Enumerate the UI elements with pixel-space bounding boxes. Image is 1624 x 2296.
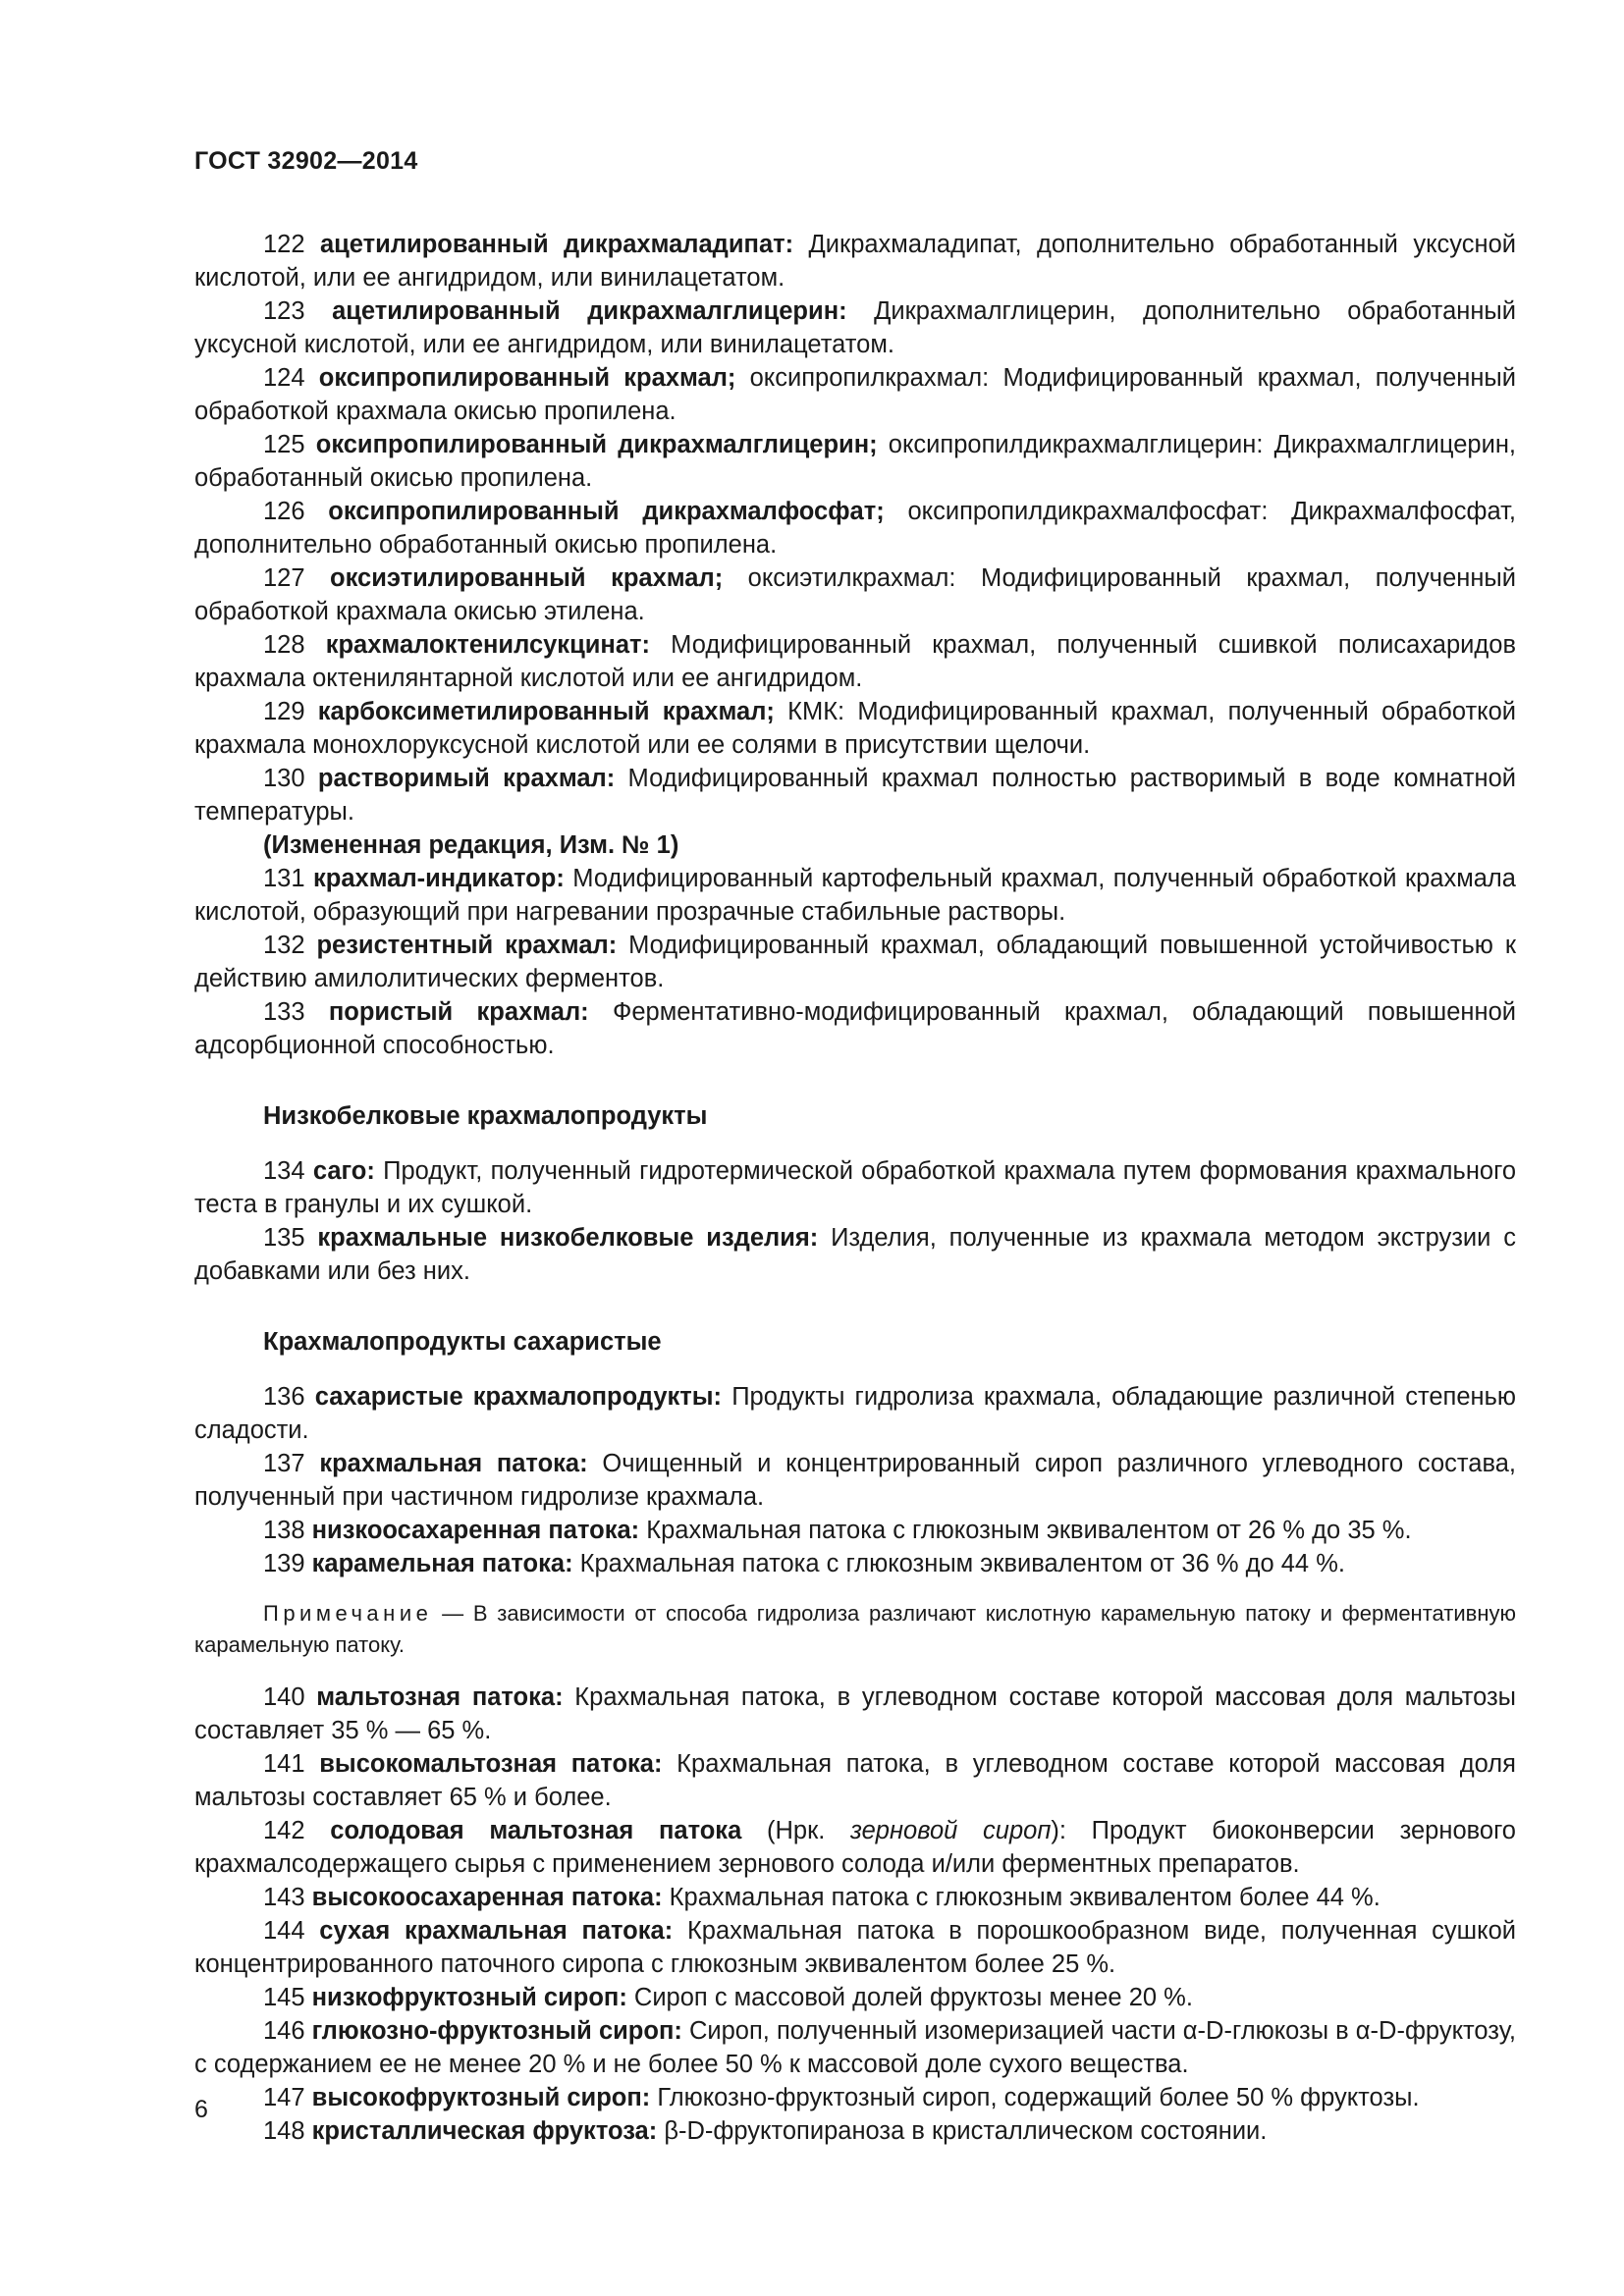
term-definition: Глюкозно-фруктозный сироп, содержащий более 50 % фруктозы. xyxy=(650,2084,1420,2111)
term-definition: оксипропилдикрахмалфосфат: Дикрахмалфосфат, дополнительно обработанный окисью пропилена. xyxy=(194,498,1517,559)
term-entry-136: 136 сахаристые крахмалопродукты: Продукты гидролиза крахмала, обладающие различной степенью сладости. xyxy=(194,1383,1516,1444)
term-definition: Крахмальная патока с глюкозным эквивалентом более 44 %. xyxy=(662,1884,1380,1911)
amendment-note: (Измененная редакция, Изм. № 1) xyxy=(263,831,679,859)
term-name: крахмальные низкобелковые изделия: xyxy=(317,1224,819,1252)
term-definition: Крахмальная патока, в углеводном составе которой массовая доля мальтозы составляет 35 % — 65 %. xyxy=(194,1683,1516,1744)
term-definition: Сироп с массовой долей фруктозы менее 20 %. xyxy=(626,1984,1193,2011)
term-definition: Изделия, полученные из крахмала методом экструзии с добавками или без них. xyxy=(194,1224,1516,1285)
term-entry-137: 137 крахмальная патока: Очищенный и концентрированный сироп различного углеводного состава, полученный при частичном гидролизе крахмала. xyxy=(194,1450,1516,1511)
term-entry-144: 144 сухая крахмальная патока: Крахмальная патока в порошкообразном виде, полученная сушкой концентрированного паточного сиропа с глюкозным эквивалентом более 25 %. xyxy=(194,1917,1516,1978)
page-number: 6 xyxy=(194,2096,208,2123)
term-definition: Модифицированный крахмал полностью растворимый в воде комнатной температуры. xyxy=(194,765,1516,826)
term-name: сахаристые крахмалопродукты: xyxy=(314,1383,723,1411)
term-entry-134: 134 саго: Продукт, полученный гидротермической обработкой крахмала путем формования крахмального теста в гранулы и их сушкой. xyxy=(194,1157,1517,1218)
term-definition: Крахмальная патока в порошкообразном виде, полученная сушкой концентрированного паточного сиропа с глюкозным эквивалентом более 25 %. xyxy=(194,1917,1516,1978)
deprecated-term: зерновой сироп xyxy=(850,1817,1052,1844)
term-name: низкофруктозный сироп: xyxy=(311,1984,627,2011)
term-entry-140: 140 мальтозная патока: Крахмальная патока, в углеводном составе которой массовая доля мальтозы составляет 35 % — 65 %. xyxy=(194,1683,1516,1744)
term-definition: Ферментативно-модифицированный крахмал, обладающий повышенной адсорбционной способностью. xyxy=(194,998,1517,1059)
term-name: ацетилированный дикрахмалглицерин: xyxy=(332,297,847,325)
term-entry-148: 148 кристаллическая фруктоза: β-D-фруктопираноза в кристаллическом состоянии. xyxy=(263,2117,1268,2145)
term-definition: Продукт, полученный гидротермической обработкой крахмала путем формования крахмального теста в гранулы и их сушкой. xyxy=(194,1157,1517,1218)
term-definition: Модифицированный крахмал, полученный сшивкой полисахаридов крахмала октенилянтарной кислотой или ее ангидридом. xyxy=(194,631,1516,692)
term-entry-127: 127 оксиэтилированный крахмал; оксиэтилкрахмал: Модифицированный крахмал, полученный обработкой крахмала окисью этилена. xyxy=(194,564,1516,625)
term-name: крахмальная патока: xyxy=(319,1450,588,1477)
term-entry-143: 143 высокоосахаренная патока: Крахмальная патока с глюкозным эквивалентом более 44 %. xyxy=(263,1884,1380,1911)
term-entry-141: 141 высокомальтозная патока: Крахмальная патока, в углеводном составе которой массовая доля мальтозы составляет 65 % и более. xyxy=(194,1750,1516,1811)
term-name: резистентный крахмал: xyxy=(316,932,618,959)
term-entry-132: 132 резистентный крахмал: Модифицированный крахмал, обладающий повышенной устойчивостью к действию амилолитических ферментов. xyxy=(194,932,1516,992)
term-entry-128: 128 крахмалоктенилсукцинат: Модифицированный крахмал, полученный сшивкой полисахаридов крахмала октенилянтарной кислотой или ее ангидридом. xyxy=(194,631,1516,692)
term-name: глюкозно-фруктозный сироп: xyxy=(311,2017,682,2045)
term-name: саго: xyxy=(312,1157,375,1185)
term-entry-142: 142 солодовая мальтозная патока (Нрк. зерновой сироп): Продукт биоконверсии зернового крахмалсодержащего сырья с применением зернового солода и/или ферментных препаратов. xyxy=(194,1817,1516,1878)
term-definition: β-D-фруктопираноза в кристаллическом состоянии. xyxy=(657,2117,1268,2145)
term-name: солодовая мальтозная патока xyxy=(330,1817,742,1844)
term-name: высокомальтозная патока: xyxy=(319,1750,663,1778)
term-entry-145: 145 низкофруктозный сироп: Сироп с массовой долей фруктозы менее 20 %. xyxy=(263,1984,1193,2011)
term-name: растворимый крахмал: xyxy=(317,765,616,792)
term-name: ацетилированный дикрахмаладипат: xyxy=(319,231,794,258)
term-entry-133: 133 пористый крахмал: Ферментативно-модифицированный крахмал, обладающий повышенной адсорбционной способностью. xyxy=(194,998,1517,1059)
term-entry-135: 135 крахмальные низкобелковые изделия: Изделия, полученные из крахмала методом экструзии с добавками или без них. xyxy=(194,1224,1516,1285)
term-definition: ): Продукт биоконверсии зернового крахмалсодержащего сырья с применением зернового солода и/или ферментных препаратов. xyxy=(194,1817,1516,1878)
document-body xyxy=(194,228,1516,2148)
term-name: карамельная патока: xyxy=(311,1550,573,1577)
term-entry-126: 126 оксипропилированный дикрахмалфосфат; оксипропилдикрахмалфосфат: Дикрахмалфосфат, дополнительно обработанный окисью пропилена. xyxy=(194,498,1517,559)
term-definition: Дикрахмалглицерин, дополнительно обработанный уксусной кислотой, или ее ангидридом, или винилацетатом. xyxy=(194,297,1516,358)
term-definition: Крахмальная патока с глюкозным эквивалентом от 26 % до 35 %. xyxy=(639,1517,1412,1544)
term-name: низкоосахаренная патока: xyxy=(311,1517,640,1544)
section-heading-low-protein: Низкобелковые крахмалопродукты xyxy=(263,1102,708,1130)
term-name: оксипропилированный дикрахмалглицерин; xyxy=(315,431,878,458)
section-heading-sugary: Крахмалопродукты сахаристые xyxy=(263,1328,662,1356)
term-name: крахмал-индикатор: xyxy=(313,865,565,892)
note-label: Примечание xyxy=(263,1601,433,1626)
term-name: оксипропилированный крахмал; xyxy=(318,364,736,392)
note-text: — В зависимости от способа гидролиза различают кислотную карамельную патоку и ферментативную карамельную патоку. xyxy=(194,1601,1516,1657)
term-name: оксипропилированный дикрахмалфосфат; xyxy=(328,498,885,525)
term-definition: Сироп, полученный изомеризацией части α-D-глюкозы в α-D-фруктозу, с содержанием ее не менее 20 % и не более 50 % к массовой доле сухого вещества. xyxy=(194,2017,1516,2078)
term-definition: Крахмальная патока, в углеводном составе которой массовая доля мальтозы составляет 65 % и более. xyxy=(194,1750,1516,1811)
term-definition: Продукты гидролиза крахмала, обладающие различной степенью сладости. xyxy=(194,1383,1516,1444)
term-name: карбоксиметилированный крахмал; xyxy=(317,698,775,725)
term-name: крахмалоктенилсукцинат: xyxy=(325,631,650,659)
term-definition: Крахмальная патока с глюкозным эквивалентом от 36 % до 44 %. xyxy=(572,1550,1345,1577)
term-definition: Очищенный и концентрированный сироп различного углеводного состава, полученный при частичном гидролизе крахмала. xyxy=(194,1450,1516,1511)
term-name: мальтозная патока: xyxy=(316,1683,564,1711)
term-name: сухая крахмальная патока: xyxy=(319,1917,674,1945)
term-entry-130: 130 растворимый крахмал: Модифицированный крахмал полностью растворимый в воде комнатной температуры. xyxy=(194,765,1516,826)
term-name: высокоосахаренная патока: xyxy=(311,1884,663,1911)
document-header: ГОСТ 32902—2014 xyxy=(194,147,418,175)
term-entry-125: 125 оксипропилированный дикрахмалглицерин; оксипропилдикрахмалглицерин: Дикрахмалглицерин, обработанный окисью пропилена. xyxy=(194,431,1516,492)
term-entry-146: 146 глюкозно-фруктозный сироп: Сироп, полученный изомеризацией части α-D-глюкозы в α-D-фруктозу, с содержанием ее не менее 20 % и не более 50 % к массовой доле сухого вещества. xyxy=(194,2017,1516,2078)
term-entry-129: 129 карбоксиметилированный крахмал; КМК: Модифицированный крахмал, полученный обработкой крахмала монохлоруксусной кислотой или ее солями в присутствии щелочи. xyxy=(194,698,1516,759)
term-definition: оксипропилкрахмал: Модифицированный крахмал, полученный обработкой крахмала окисью пропилена. xyxy=(194,364,1516,425)
term-entry-131: 131 крахмал-индикатор: Модифицированный картофельный крахмал, полученный обработкой крахмала кислотой, образующий при нагревании прозрачные стабильные растворы. xyxy=(194,865,1516,926)
term-entry-147: 147 высокофруктозный сироп: Глюкозно-фруктозный сироп, содержащий более 50 % фруктозы. xyxy=(263,2084,1420,2111)
term-name: оксиэтилированный крахмал; xyxy=(330,564,724,592)
term-definition: оксиэтилкрахмал: Модифицированный крахмал, полученный обработкой крахмала окисью этилена. xyxy=(194,564,1516,625)
term-definition: Модифицированный картофельный крахмал, полученный обработкой крахмала кислотой, образующий при нагревании прозрачные стабильные растворы. xyxy=(194,865,1516,926)
term-entry-139: 139 карамельная патока: Крахмальная патока с глюкозным эквивалентом от 36 % до 44 %. xyxy=(263,1550,1345,1577)
note xyxy=(194,1598,1516,1661)
term-entry-122: 122 ацетилированный дикрахмаладипат: Дикрахмаладипат, дополнительно обработанный уксусной кислотой, или ее ангидридом, или винилацетатом. xyxy=(194,231,1516,292)
term-name: высокофруктозный сироп: xyxy=(311,2084,651,2111)
term-entry-123: 123 ацетилированный дикрахмалглицерин: Дикрахмалглицерин, дополнительно обработанный уксусной кислотой, или ее ангидридом, или винилацетатом. xyxy=(194,297,1516,358)
term-name: пористый крахмал: xyxy=(328,998,589,1026)
term-definition: оксипропилдикрахмалглицерин: Дикрахмалглицерин, обработанный окисью пропилена. xyxy=(194,431,1516,492)
term-entry-124: 124 оксипропилированный крахмал; оксипропилкрахмал: Модифицированный крахмал, полученный обработкой крахмала окисью пропилена. xyxy=(194,364,1516,425)
term-entry-138: 138 низкоосахаренная патока: Крахмальная патока с глюкозным эквивалентом от 26 % до 35 %. xyxy=(263,1517,1412,1544)
term-definition: КМК: Модифицированный крахмал, полученный обработкой крахмала монохлоруксусной кислотой или ее солями в присутствии щелочи. xyxy=(194,698,1516,759)
term-definition: Дикрахмаладипат, дополнительно обработанный уксусной кислотой, или ее ангидридом, или винилацетатом. xyxy=(194,231,1516,292)
term-name: кристаллическая фруктоза: xyxy=(311,2117,658,2145)
term-definition: Модифицированный крахмал, обладающий повышенной устойчивостью к действию амилолитических ферментов. xyxy=(194,932,1516,992)
